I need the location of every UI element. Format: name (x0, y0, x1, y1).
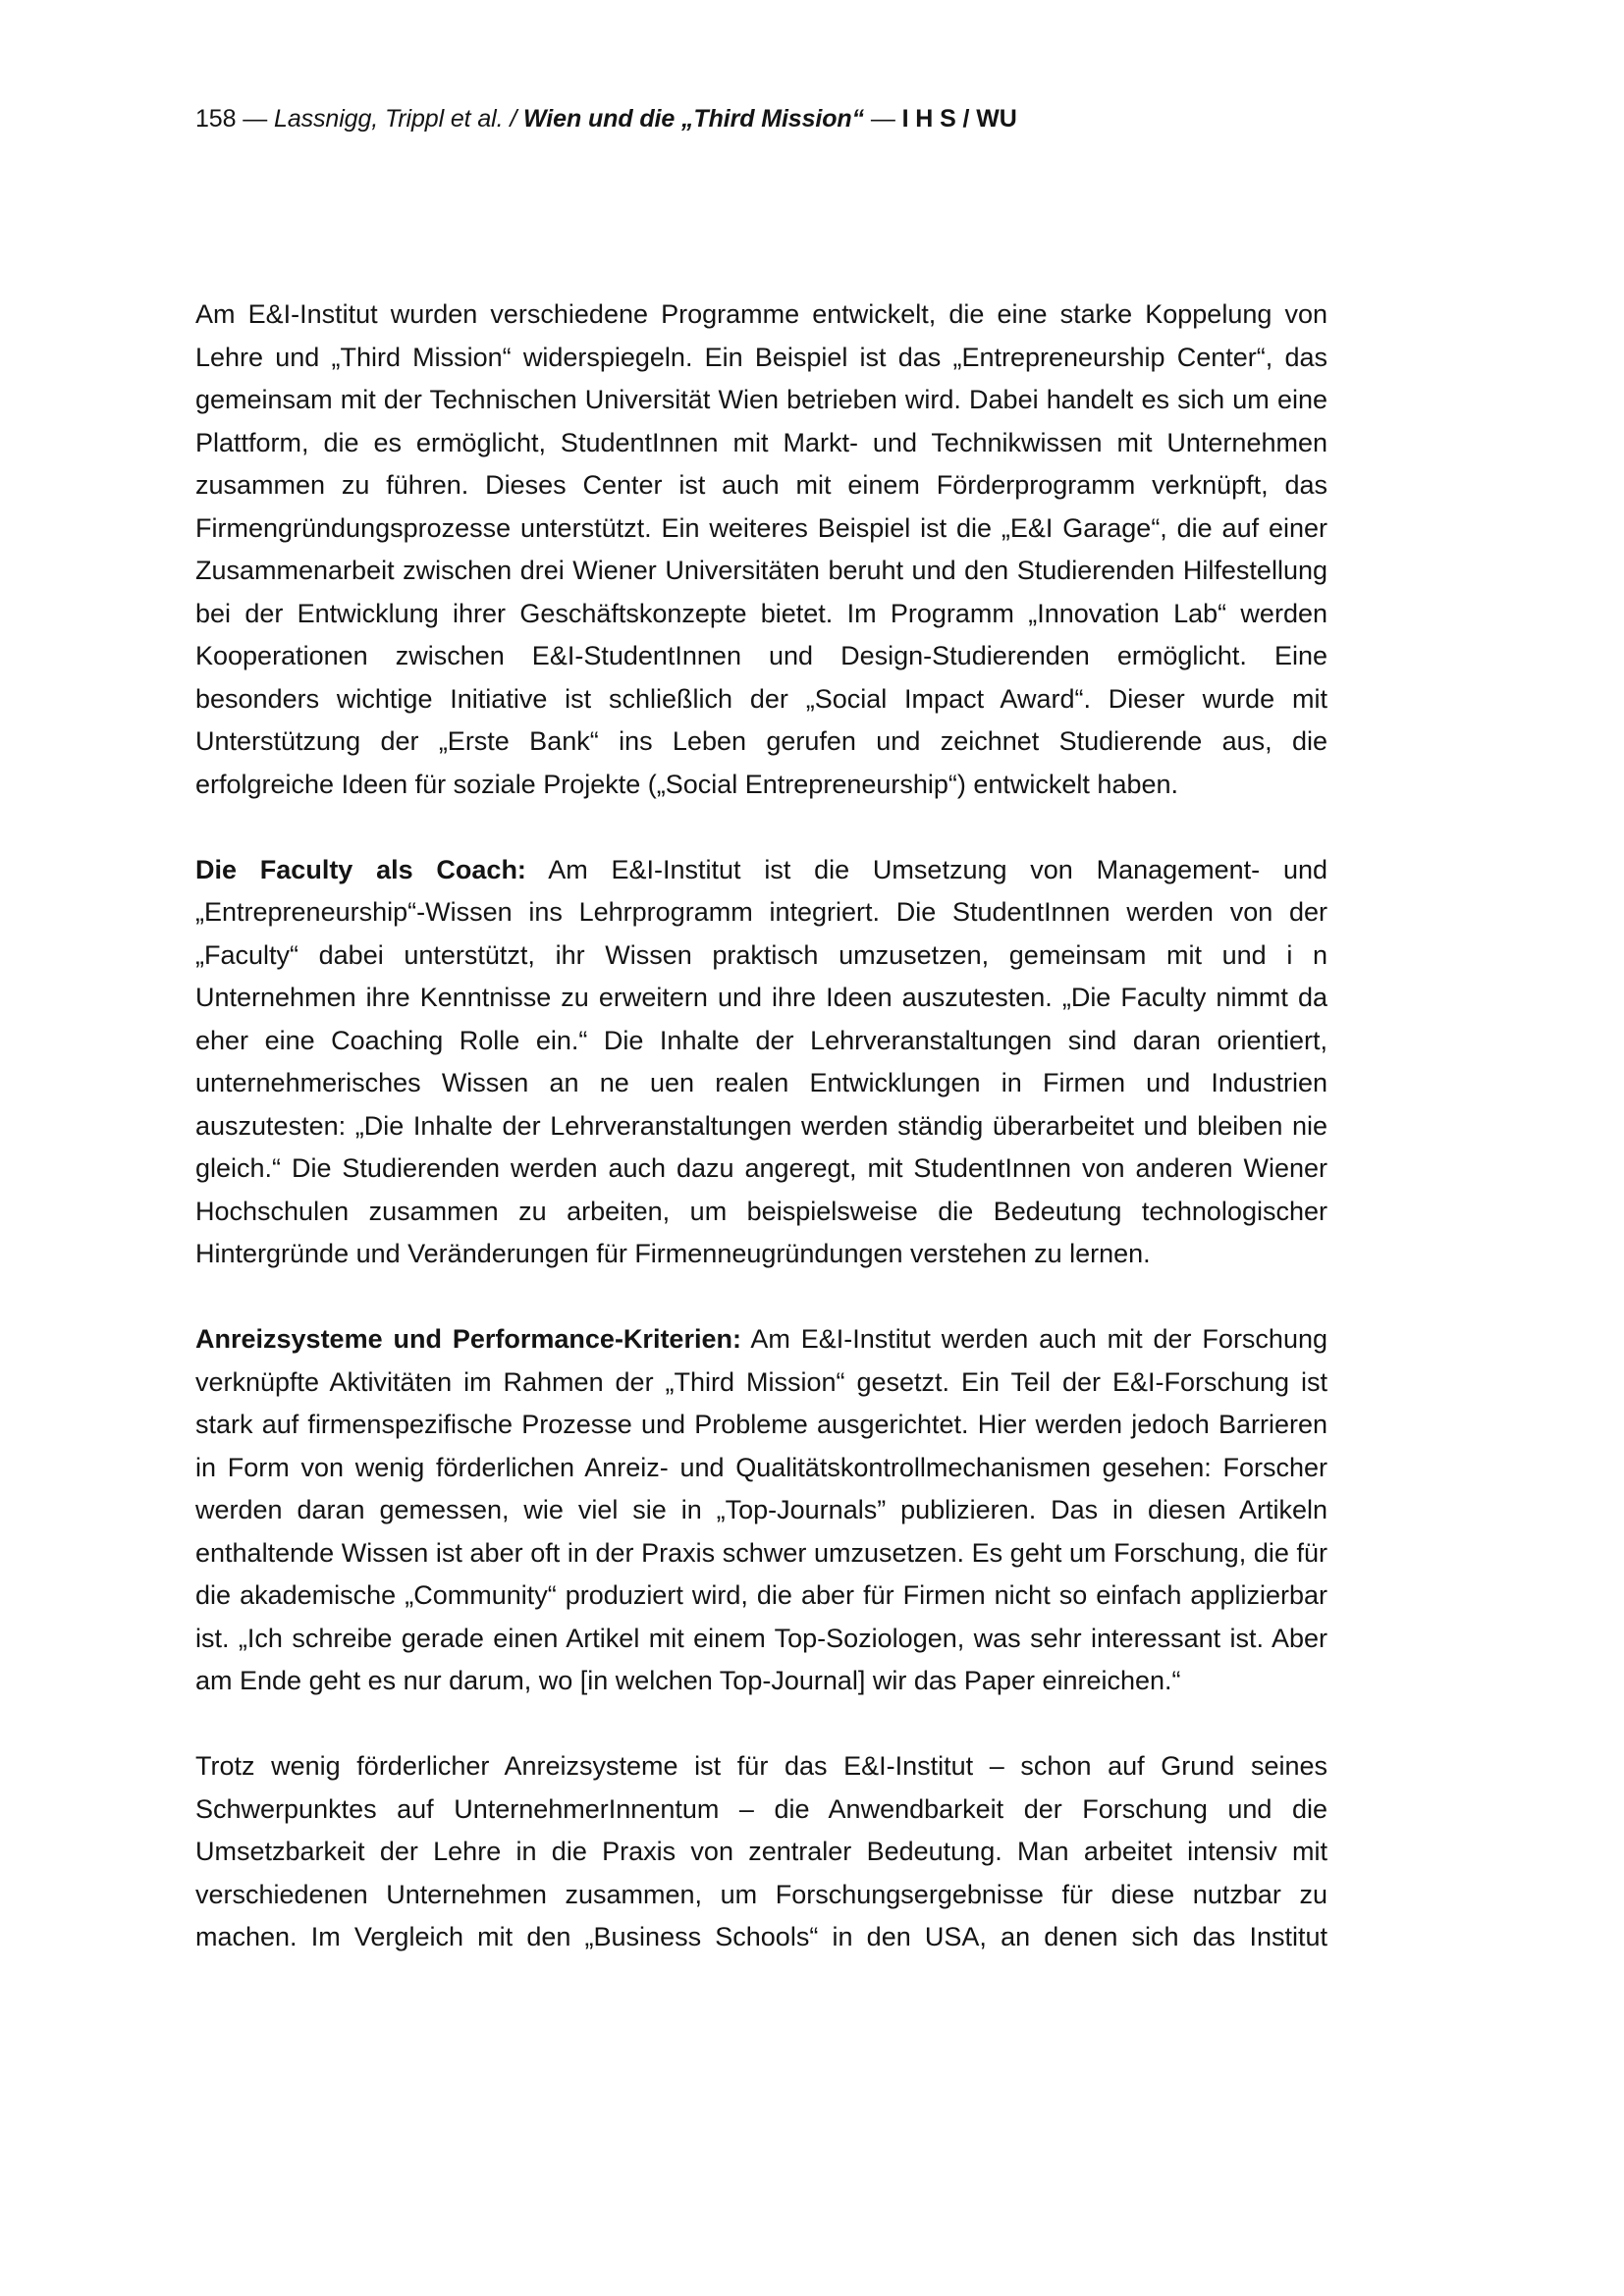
paragraph-lead: Die Faculty als Coach: (195, 854, 526, 884)
header-title: Wien und die „Third Mission“ (523, 105, 864, 133)
running-head (195, 102, 1017, 135)
header-authors: Lassnigg, Trippl et al. / (274, 105, 524, 133)
paragraph-applicability (195, 1745, 1327, 1959)
paragraph-text: Am E&I-Institut ist die Umsetzung von Management- und „Entrepreneurship“-Wissen ins Lehrprogramm integriert. Die StudentInnen werden von der „Faculty“ dabei unterstützt, ihr Wissen praktisch umzusetzen, gemeinsam mit und i n Unternehmen ihre Kenntnisse zu erweitern und ihre Ideen auszutesten. „Die Faculty nimmt da eher eine Coaching Rolle ein.“ Die Inhalte der Lehrveranstaltungen sind daran orientiert, unternehmerisches Wissen an ne uen realen Entwicklungen in Firmen und Industrien auszutesten: „Die Inhalte der Lehrveranstaltungen werden ständig überarbeitet und bleiben nie gleich.“ Die Studierenden werden auch dazu angeregt, mit StudentInnen von anderen Wiener Hochschulen zusammen zu arbeiten, um beispielsweise die Bedeutung technologischer Hintergründe und Veränderungen für Firmenneugründungen verstehen zu lernen. (195, 854, 1327, 1268)
paragraph-text: Am E&I-Institut wurden verschiedene Programme entwickelt, die eine starke Koppelung von Lehre und „Third Mission“ widerspiegeln. Ein Beispiel ist das „Entrepreneurship Center“, das gemeinsam mit der Technischen Universität Wien betrieben wird. Dabei handelt es sich um eine Plattform, die es ermöglicht, StudentInnen mit Markt- und Technikwissen mit Unternehmen zusammen zu führen. Dieses Center ist auch mit einem Förderprogramm verknüpft, das Firmengründungsprozesse unterstützt. Ein weiteres Beispiel ist die „E&I Garage“, die auf einer Zusammenarbeit zwischen drei Wiener Universitäten beruht und den Studierenden Hilfestellung bei der Entwicklung ihrer Geschäftskonzepte bietet. Im Programm „Innovation Lab“ werden Kooperationen zwischen E&I-StudentInnen und Design-Studierenden ermöglicht. Eine besonders wichtige Initiative ist schließlich der „Social Impact Award“. Dieser wurde mit Unterstützung der „Erste Bank“ ins Leben gerufen und zeichnet Studierende aus, die erfolgreiche Ideen für soziale Projekte („Social Entrepreneurship“) entwickelt haben. (195, 299, 1327, 799)
paragraph-programmes (195, 294, 1327, 806)
paragraph-text: Trotz wenig förderlicher Anreizsysteme ist für das E&I-Institut – schon auf Grund seines Schwerpunktes auf UnternehmerInnentum – die Anwendbarkeit der Forschung und die Umsetzbarkeit der Lehre in die Praxis von zentraler Bedeutung. Man arbeitet intensiv mit verschiedenen Unternehmen zusammen, um Forschungsergebnisse für diese nutzbar zu machen. Im Vergleich mit den „Business Schools“ in den USA, an denen sich das Institut (195, 1751, 1327, 1951)
paragraph-lead: Anreizsysteme und Performance-Kriterien: (195, 1324, 741, 1354)
body-text (195, 294, 1327, 1959)
header-dash: — (864, 105, 902, 133)
paragraph-text: Am E&I-Institut werden auch mit der Forschung verknüpfte Aktivitäten im Rahmen der „Third Mission“ gesetzt. Ein Teil der E&I-Forschung ist stark auf firmenspezifische Prozesse und Probleme ausgerichtet. Hier werden jedoch Barrieren in Form von wenig förderlichen Anreiz- und Qualitätskontrollmechanismen gesehen: Forscher werden daran gemessen, wie viel sie in „Top-Journals” publizieren. Das in diesen Artikeln enthaltende Wissen ist aber oft in der Praxis schwer umzusetzen. Es geht um Forschung, die für die akademische „Community“ produziert wird, die aber für Firmen nicht so einfach applizierbar ist. „Ich schreibe gerade einen Artikel mit einem Top-Soziologen, was sehr interessant ist. Aber am Ende geht es nur darum, wo [in welchen Top-Journal] wir das Paper einreichen.“ (195, 1324, 1328, 1695)
header-dash: — (236, 105, 275, 133)
page-number: 158 (195, 105, 237, 133)
paragraph-faculty-coach (195, 849, 1327, 1276)
header-institutions: I H S / WU (901, 105, 1017, 133)
paragraph-incentive-systems (195, 1318, 1327, 1703)
